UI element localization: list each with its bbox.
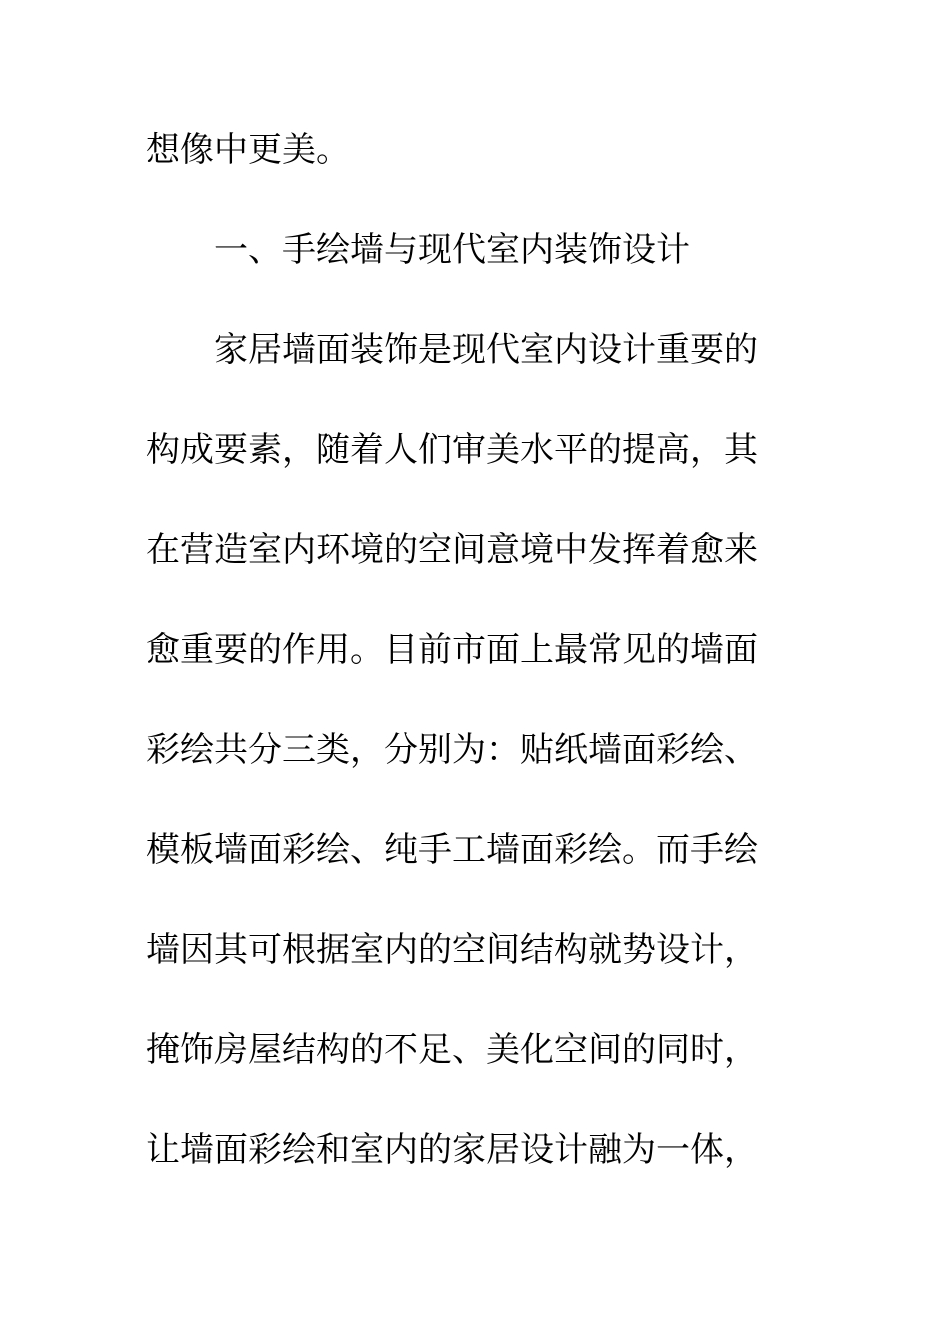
paragraph-line: 让墙面彩绘和室内的家居设计融为一体， — [146, 1130, 758, 1170]
paragraph-line: 墙因其可根据室内的空间结构就势设计， — [146, 930, 758, 970]
paragraph-line: 想像中更美。 — [146, 130, 350, 170]
paragraph-line: 掩饰房屋结构的不足、美化空间的同时， — [146, 1030, 758, 1070]
paragraph-line: 家居墙面装饰是现代室内设计重要的 — [214, 330, 758, 370]
section-heading: 一、手绘墙与现代室内装饰设计 — [214, 230, 690, 270]
paragraph-line: 在营造室内环境的空间意境中发挥着愈来 — [146, 530, 758, 570]
paragraph-line: 彩绘共分三类，分别为：贴纸墙面彩绘、 — [146, 730, 758, 770]
paragraph-line: 模板墙面彩绘、纯手工墙面彩绘。而手绘 — [146, 830, 758, 870]
paragraph-line: 愈重要的作用。目前市面上最常见的墙面 — [146, 630, 758, 670]
paragraph-line: 构成要素，随着人们审美水平的提高，其 — [146, 430, 758, 470]
